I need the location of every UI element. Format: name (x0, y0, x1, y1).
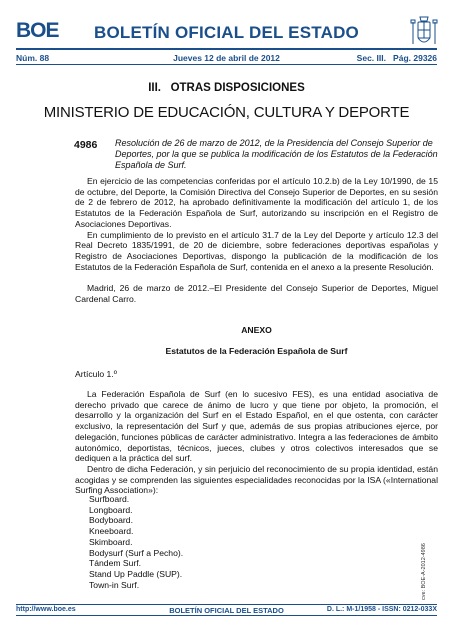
paragraph: La Federación Española de Surf (en lo sucesivo FES), es una entidad asociativa de derecho privado que carece de ánimo de lucro y que tiene por objeto, la promoción, el desarrollo y la organización del Surf en el Estado Español, en el que ostenta, con carácter exclusivo, la representación del Surf y que, además de sus propias atribuciones ejerce, por delegación, funciones públicas de carácter administrativo. Integra a las federaciones de ámbito autonómico, deportistas, técnicos, jueces, clubes y otros colectivos interesados que se dediquen a la práctica del surf. (75, 389, 438, 464)
signature-paragraph (75, 283, 438, 304)
coat-of-arms-icon (409, 14, 439, 50)
header-rule-top (16, 48, 437, 50)
footer-title: BOLETÍN OFICIAL DEL ESTADO (169, 606, 284, 615)
footer-rule-bottom (16, 615, 437, 616)
footer-legal: D. L.: M-1/1958 - ISSN: 0212-033X (326, 606, 437, 613)
list-item: Bodysurf (Surf a Pecho). (89, 547, 184, 558)
footer-rule-top (16, 604, 437, 605)
gazette-title: BOLETÍN OFICIAL DEL ESTADO (94, 23, 359, 42)
header-rule-bottom (16, 64, 437, 65)
list-item: Bodyboard. (89, 515, 133, 526)
section-page: Sec. III. Pág. 29326 (356, 53, 437, 63)
list-item: Kneeboard. (89, 526, 134, 537)
paragraph: En ejercicio de las competencias conferidas por el artículo 10.2.b) de la Ley 10/1990, de 15 de octubre, del Deporte, la Comisión Directiva del Consejo Superior de Deportes, en su sesión de 2 de febrero de 2012, ha aprobado definitivamente la modificación del artículo 1, de los Estatutos de la Federación Española de Surf, autorizando su inscripción en el Registro de Asociaciones Deportivas. (75, 176, 438, 229)
list-item: Stand Up Paddle (SUP). (89, 568, 183, 579)
list-item: Tándem Surf. (89, 558, 142, 569)
section-title: III. OTRAS DISPOSICIONES (148, 82, 305, 94)
boe-logo-text: BOE (16, 19, 59, 42)
annex-title: ANEXO (241, 325, 272, 335)
list-item: Longboard. (89, 504, 133, 515)
paragraph: En cumplimiento de lo previsto en el artículo 31.7 de la Ley del Deporte y artículo 12.3 del Real Decreto 1835/1991, de 20 de diciembre, sobre federaciones deportivas españolas y Registro de Asociaciones Deportivas, dispongo la publicación de la modificación de los Estatutos de la Federación Española de Surf, contenida en el anexo a la presente Resolución. (75, 229, 438, 272)
list-item: Skimboard. (89, 536, 133, 547)
list-item: Surfboard. (89, 494, 130, 504)
body-text (75, 176, 438, 272)
resolution-number: 4986 (74, 139, 98, 151)
paragraph: Dentro de dicha Federación, y sin perjuicio del reconocimiento de su propia identidad, están acogidas y se comprenden las siguientes especialidades reconocidas por la ISA («International Surfing Association»): (75, 463, 438, 496)
annex-subtitle: Estatutos de la Federación Española de Surf (165, 346, 348, 356)
issue-number: Núm. 88 (16, 53, 50, 63)
resolution-summary: Resolución de 26 de marzo de 2012, de la Presidencia del Consejo Superior de Deportes, por la que se publica la modificación de los Estatutos de la Federación Española de Surf. (115, 138, 438, 170)
issue-date: Jueves 12 de abril de 2012 (173, 53, 280, 63)
cve-text: cve: BOE-A-2012-4986 (421, 543, 427, 600)
article-heading: Artículo 1.º (75, 369, 117, 379)
footer-url[interactable]: http://www.boe.es (16, 606, 76, 613)
annex-body (75, 389, 438, 496)
ministry-title: MINISTERIO DE EDUCACIÓN, CULTURA Y DEPORTE (43, 104, 410, 121)
list-item: Town-in Surf. (89, 579, 140, 590)
paragraph: Madrid, 26 de marzo de 2012.–El Presidente del Consejo Superior de Deportes, Miguel Cardenal Carro. (75, 283, 438, 304)
cve-label (416, 520, 428, 600)
specialties-list (89, 494, 183, 590)
